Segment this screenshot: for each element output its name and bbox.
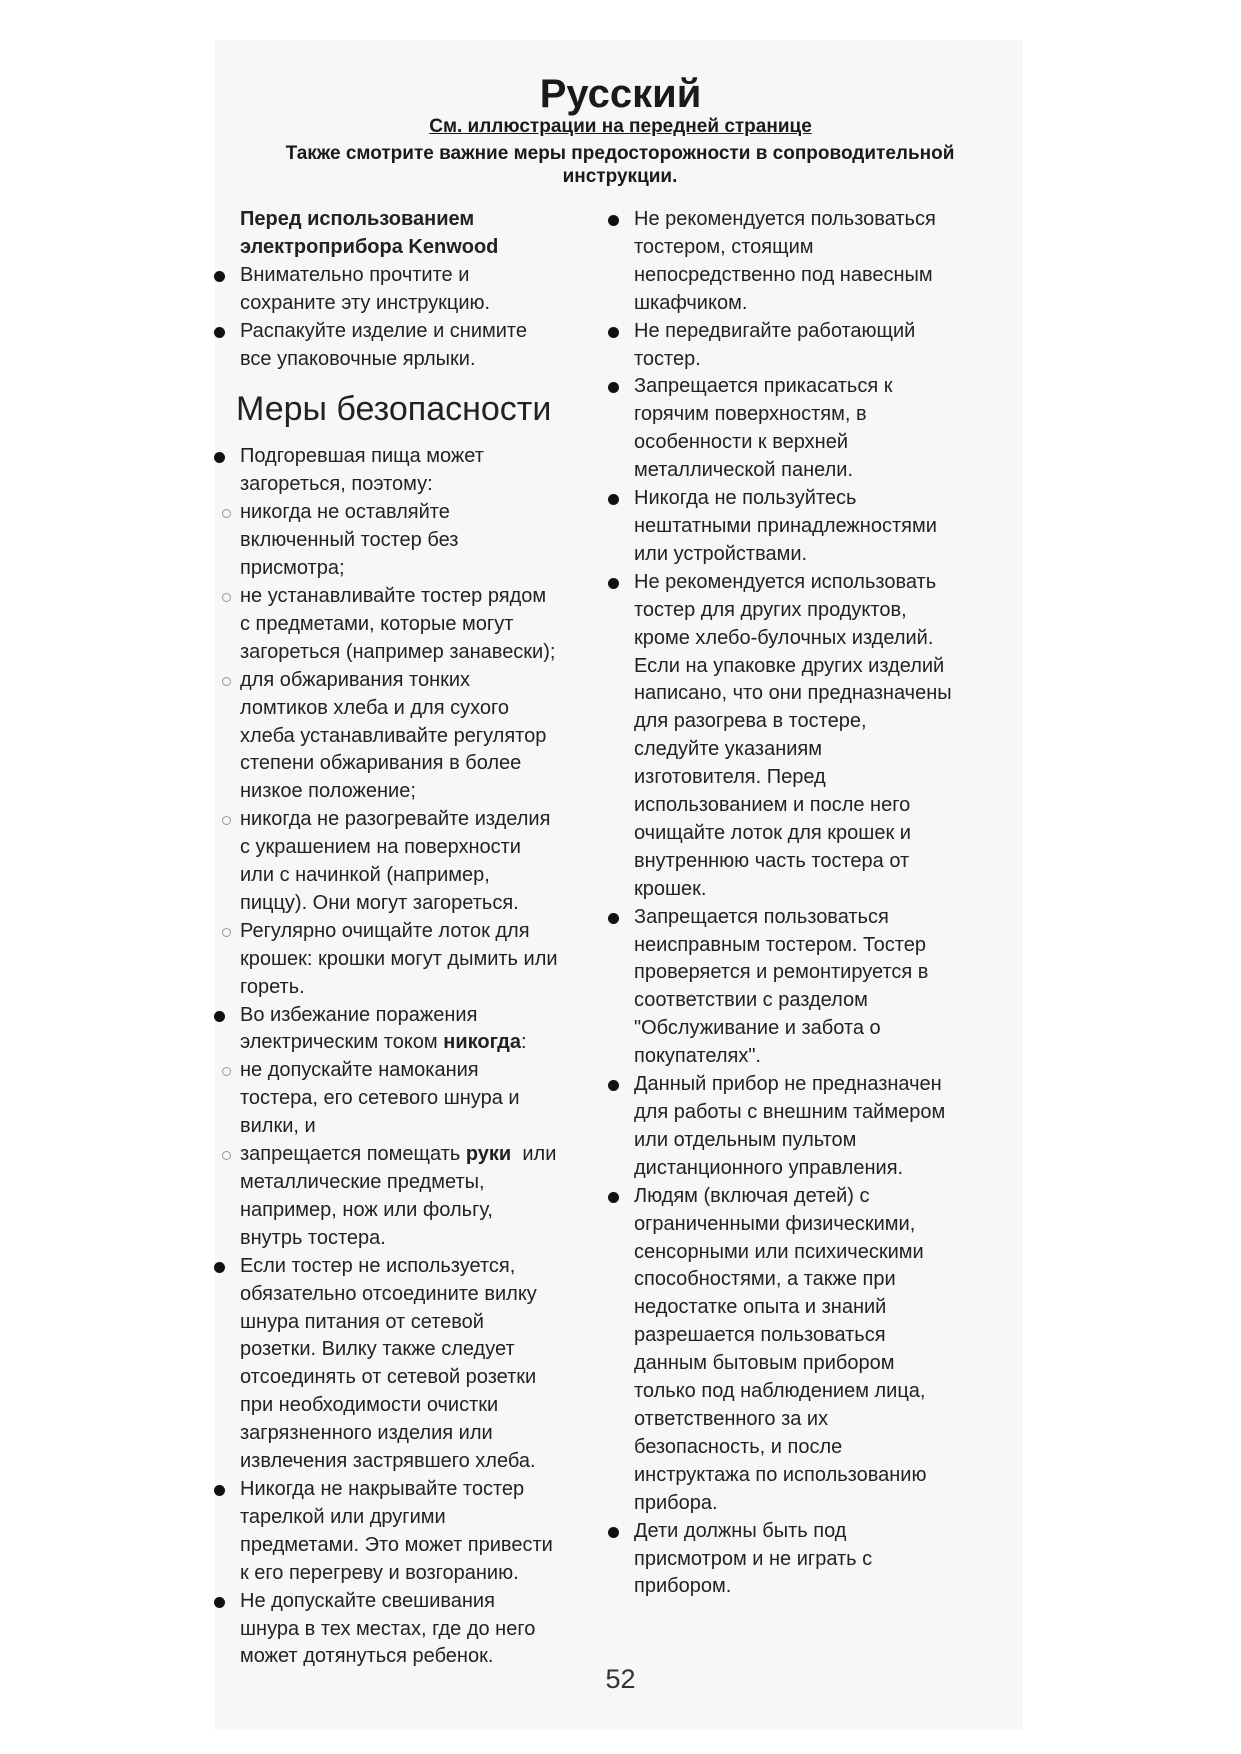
list-item: Запрещается прикасаться к горячим поверхностям, в особенности к верхней металлической панели. [634,373,1014,485]
note-line: Также смотрите важние меры предосторожности в сопроводительной [285,143,955,164]
list-item: Не передвигайте работающий тостер. [634,318,1014,374]
list-item: Во избежание поражения электрическим током никогда: [240,1002,585,1058]
list-item: Запрещается пользоваться неисправным тостером. Тостер проверяется и ремонтируется в соответствии с разделом "Обслуживание и забота о покупателях". [634,904,1014,1071]
bullet-icon [214,271,225,282]
bullet-icon [214,1262,225,1273]
list-item: Людям (включая детей) с ограниченными физическими, сенсорными или психическими способностями, а также при недостатке опыта и знаний разрешается пользоваться данным бытовым прибором только под наблюдением лица, ответственного за их безопасность, и после инструктажа по использованию прибора. [634,1183,1014,1518]
list-item: Если тостер не используется, обязательно отсоедините вилку шнура питания от сетевой розетки. Вилку также следует отсоединять от сетевой розетки при необходимости очистки загрязненного изделия или извлечения застрявшего хлеба. [240,1253,585,1476]
bullet-icon [214,1485,225,1496]
bullet-icon [608,327,619,338]
sub-list-item: никогда не оставляйте включенный тостер без присмотра; [240,499,585,583]
circle-bullet-icon [222,593,231,602]
bullet-icon [608,1192,619,1203]
note-line: инструкции. [562,166,678,187]
circle-bullet-icon [222,928,231,937]
sub-list-item: запрещается помещать руки или металлические предметы, например, нож или фольгу, внутрь тостера. [240,1141,585,1253]
bullet-icon [214,1597,225,1608]
bullet-icon [214,327,225,338]
list-item: Внимательно прочтите и сохраните эту инструкцию. [240,262,585,318]
page-title: Русский [539,72,702,116]
page-number: 52 [605,1664,636,1694]
sub-list-item: для обжаривания тонких ломтиков хлеба и для сухого хлеба устанавливайте регулятор степени обжаривания в более низкое положение; [240,667,585,807]
sub-list-item: не устанавливайте тостер рядом с предметами, которые могут загореться (например занавески); [240,583,585,667]
section-heading: Меры безопасности [236,390,552,429]
right-column [634,206,1014,1601]
left-column [236,206,585,1671]
list-item: Никогда не пользуйтесь нештатными принадлежностями или устройствами. [634,485,1014,569]
bullet-icon [608,215,619,226]
sub-list-item: Регулярно очищайте лоток для крошек: крошки могут дымить или гореть. [240,918,585,1002]
list-item: Данный прибор не предназначен для работы с внешним таймером или отдельным пультом дистанционного управления. [634,1071,1014,1183]
list-item: Никогда не накрывайте тостер тарелкой или другими предметами. Это может привести к его перегреву и возгоранию. [240,1476,585,1588]
sub-list-item: не допускайте намокания тостера, его сетевого шнура и вилки, и [240,1057,585,1141]
illustrations-note: См. иллюстрации на передней странице [429,116,812,137]
list-item: Не допускайте свешивания шнура в тех местах, где до него может дотянуться ребенок. [240,1588,585,1672]
sub-list-item: никогда не разогревайте изделия с украшением на поверхности или с начинкой (например, пиццу). Они могут загореться. [240,806,585,918]
bullet-icon [214,1011,225,1022]
list-item: Подгоревшая пища может загореться, поэтому: [240,443,585,499]
list-item: Не рекомендуется пользоваться тостером, стоящим непосредственно под навесным шкафчиком. [634,206,1014,318]
bullet-icon [608,913,619,924]
bullet-icon [608,494,619,505]
list-item: Распакуйте изделие и снимите все упаковочные ярлыки. [240,318,585,374]
safety-reference-note [270,142,970,188]
bullet-icon [608,578,619,589]
bullet-icon [608,1527,619,1538]
list-item: Дети должны быть под присмотром и не играть с прибором. [634,1518,1014,1602]
list-item: Не рекомендуется использовать тостер для других продуктов, кроме хлебо-булочных изделий. Если на упаковке других изделий написано, что они предназначены для разогрева в тостере, следуйте указаниям изготовителя. Перед использованием и после него очищайте лоток для крошек и внутреннюю часть тостера от крошек. [634,569,1014,904]
intro-heading: Перед использованием электроприбора Kenwood [240,208,499,258]
circle-bullet-icon [222,677,231,686]
